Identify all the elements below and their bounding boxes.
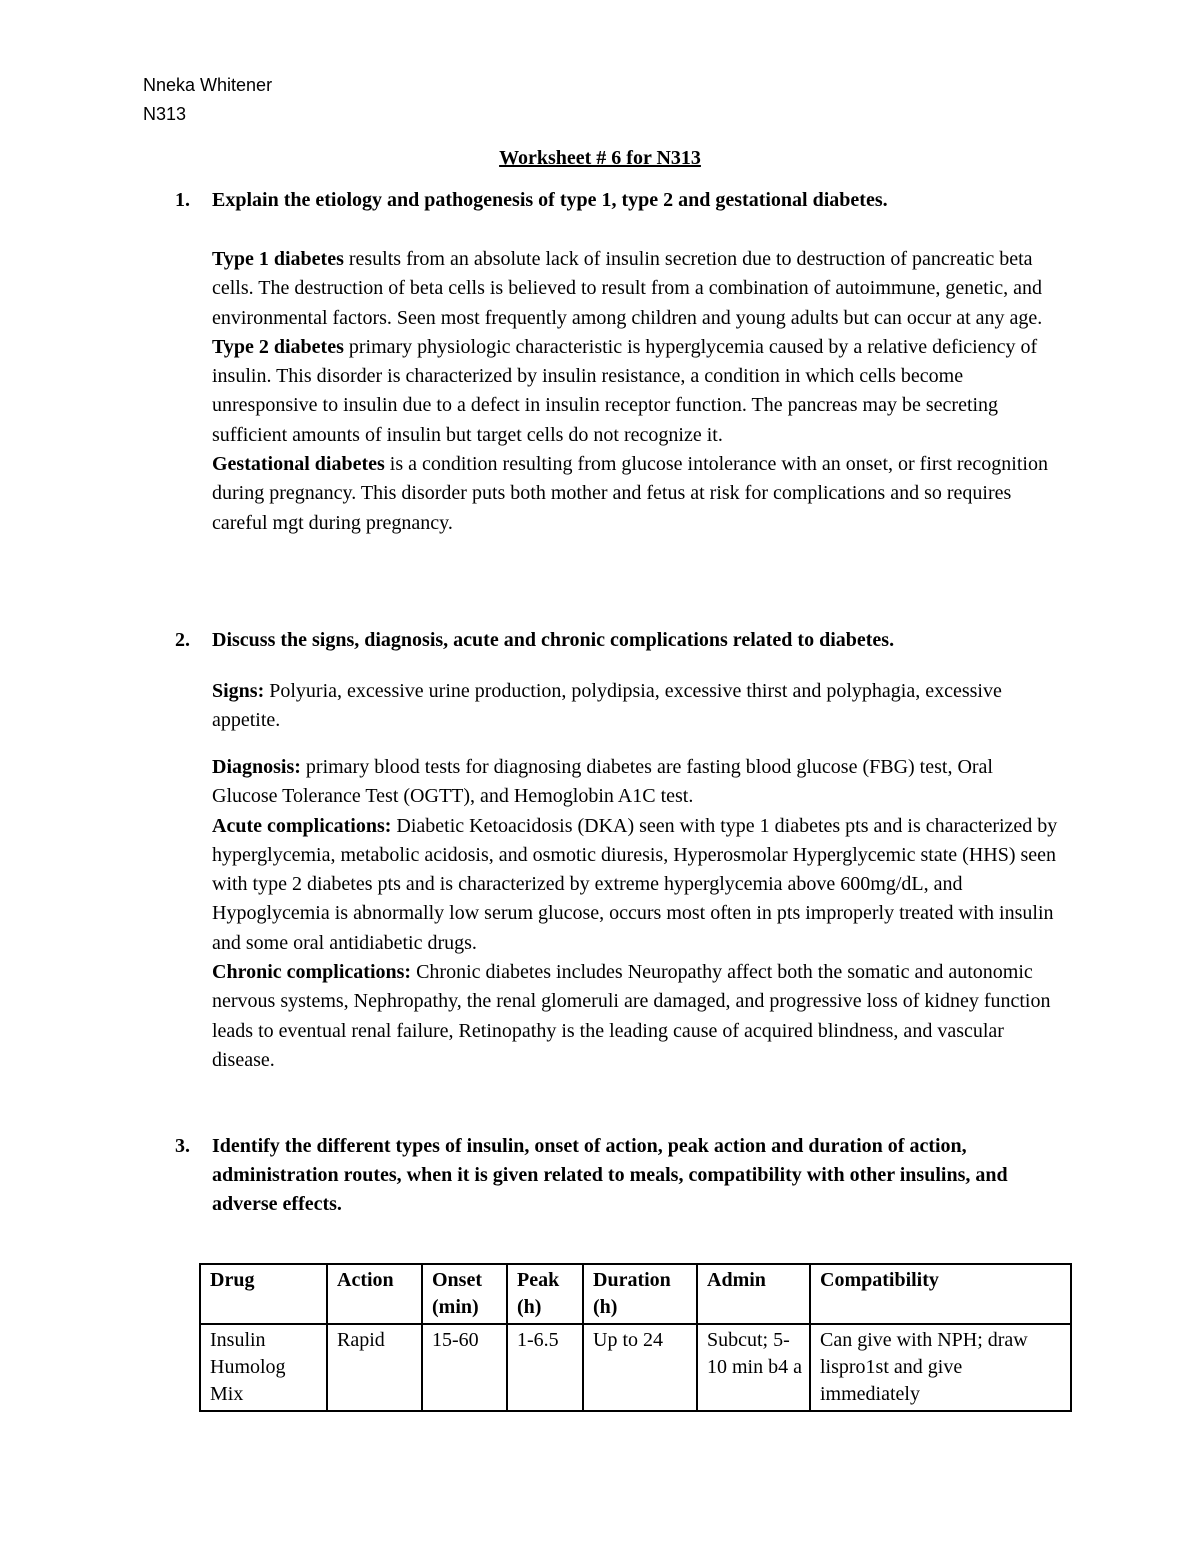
diagnosis-paragraph [212, 753, 1062, 812]
cell-action: Rapid [327, 1324, 422, 1411]
question-text: Discuss the signs, diagnosis, acute and chronic complications related to diabetes. [212, 629, 895, 651]
cell-peak: 1-6.5 [507, 1324, 583, 1411]
signs-label: Signs: [212, 680, 265, 702]
diagnosis-text: primary blood tests for diagnosing diabetes are fasting blood glucose (FBG) test, Oral Glucose Tolerance Test (OGTT), and Hemoglobin A1C test. [212, 756, 993, 808]
cell-admin: Subcut; 5-10 min b4 a [697, 1324, 810, 1411]
acute-complications-paragraph [212, 812, 1062, 958]
question-2 [175, 626, 1055, 655]
type1-paragraph [212, 245, 1062, 333]
acute-complications-text: Diabetic Ketoacidosis (DKA) seen with type 1 diabetes pts and is characterized by hyperglycemia, metabolic acidosis, and osmotic diuresis, Hyperosmolar Hyperglycemic state (HHS) seen with type 2 diabetes pts and is characterized by extreme hyperglycemia above 600mg/dL, and Hypoglycemia is abnormally low serum glucose, occurs most often in pts improperly treated with insulin and some oral antidiabetic drugs. [212, 814, 1058, 954]
signs-paragraph [212, 677, 1062, 736]
chronic-complications-label: Chronic complications: [212, 961, 412, 984]
table-header-row [200, 1264, 1071, 1324]
gestational-label: Gestational diabetes [212, 453, 385, 476]
header-drug: Drug [200, 1264, 327, 1324]
signs-text: Polyuria, excessive urine production, polydipsia, excessive thirst and polyphagia, excessive appetite. [212, 680, 1002, 732]
header-onset: Onset (min) [422, 1264, 507, 1324]
type1-label: Type 1 diabetes [212, 248, 344, 270]
type1-text: results from an absolute lack of insulin secretion due to destruction of pancreatic beta cells. The destruction of beta cells is believed to result from a combination of autoimmune, genetic, and environmental factors. Seen most frequently among children and young adults but can occur at any age. [212, 248, 1043, 329]
answer-2-details [212, 753, 1062, 1075]
cell-duration: Up to 24 [583, 1324, 697, 1411]
question-number: 2. [175, 629, 190, 651]
cell-onset: 15-60 [422, 1324, 507, 1411]
cell-drug: Insulin Humolog Mix [200, 1324, 327, 1411]
type2-paragraph [212, 333, 1062, 450]
gestational-paragraph [212, 450, 1062, 538]
chronic-complications-paragraph [212, 958, 1062, 1075]
header-admin: Admin [697, 1264, 810, 1324]
type2-text: primary physiologic characteristic is hyperglycemia caused by a relative deficiency of insulin. This disorder is characterized by insulin resistance, a condition in which cells become unresponsive to insulin due to a defect in insulin receptor function. The pancreas may be secreting sufficient amounts of insulin but target cells do not recognize it. [212, 335, 1038, 446]
acute-complications-label: Acute complications: [212, 814, 392, 837]
gestational-text: is a condition resulting from glucose intolerance with an onset, or first recognition during pregnancy. This disorder puts both mother and fetus at risk for complications and so requires careful mgt during pregnancy. [212, 453, 1048, 534]
header-compatibility: Compatibility [810, 1264, 1071, 1324]
question-text: Identify the different types of insulin, onset of action, peak action and duration of action, administration routes, when it is given related to meals, compatibility with other insulins, and adverse effects. [212, 1135, 1008, 1215]
header-duration: Duration (h) [583, 1264, 697, 1324]
header-peak: Peak (h) [507, 1264, 583, 1324]
cell-compatibility: Can give with NPH; draw lispro1st and give immediately [810, 1324, 1071, 1411]
question-1 [175, 186, 1055, 215]
insulin-table [199, 1263, 1072, 1412]
table-row [200, 1324, 1071, 1411]
question-number: 1. [175, 189, 190, 211]
question-3 [175, 1132, 1055, 1219]
chronic-complications-text: Chronic diabetes includes Neuropathy affect both the somatic and autonomic nervous systems, Nephropathy, the renal glomeruli are damaged, and progressive loss of kidney function leads to eventual renal failure, Retinopathy is the leading cause of acquired blindness, and vascular disease. [212, 961, 1051, 1071]
course-code: N313 [143, 104, 187, 124]
answer-1 [212, 245, 1062, 538]
page-title: Worksheet # 6 for N313 [499, 147, 701, 169]
author-name: Nneka Whitener [143, 75, 273, 95]
question-text: Explain the etiology and pathogenesis of type 1, type 2 and gestational diabetes. [212, 189, 888, 211]
header-action: Action [327, 1264, 422, 1324]
question-number: 3. [175, 1135, 190, 1157]
type2-label: Type 2 diabetes [212, 335, 344, 358]
diagnosis-label: Diagnosis: [212, 756, 301, 778]
